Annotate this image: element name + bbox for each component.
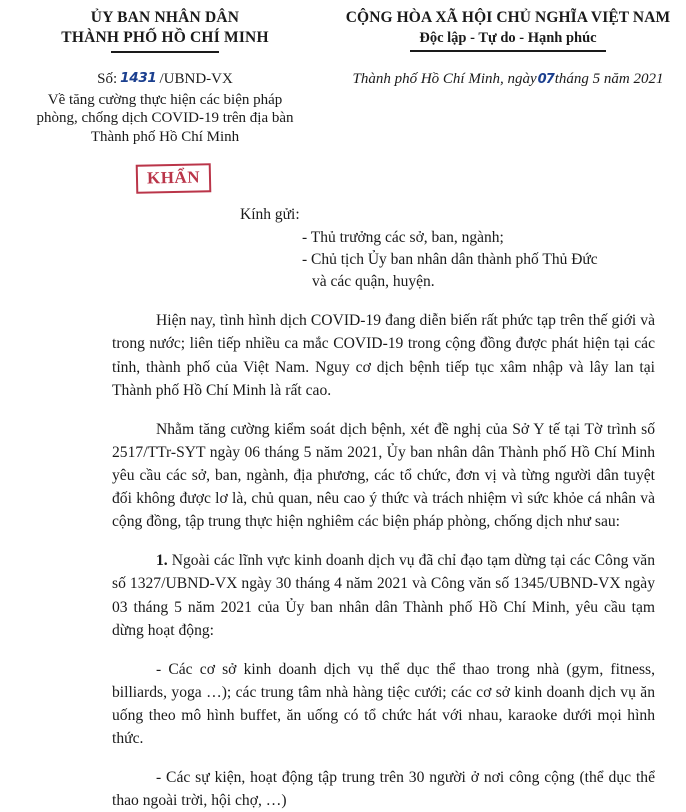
- subject-line-2: phòng, chống dịch COVID-19 trên địa bàn: [36, 110, 294, 127]
- document-number-block: [0, 70, 330, 147]
- issuing-authority-line2: THÀNH PHỐ HỒ CHÍ MINH: [61, 29, 269, 46]
- place-date-suffix: tháng 5 năm 2021: [554, 70, 664, 87]
- section-1-bullet-2: - Các sự kiện, hoạt động tập trung trên 30 người ở nơi công cộng (thể dục thể thao ngoài trời, hội chợ, …): [112, 768, 655, 810]
- list-item: - Chủ tịch Ủy ban nhân dân thành phố Thủ Đức: [302, 251, 598, 269]
- stamp-row: [0, 160, 686, 206]
- subject-line-1: Về tăng cường thực hiện các biện pháp: [47, 91, 283, 108]
- national-heading-block: [330, 8, 686, 53]
- section-1-paragraph: [112, 549, 655, 642]
- section-1-text: Ngoài các lĩnh vực kinh doanh dịch vụ đã chỉ đạo tạm dừng tại các Công văn số 1327/UBND-VX ngày 30 tháng 4 năm 2021 và Công văn số 1345/UBND-VX ngày 03 tháng 5 năm 2021 của Ủy ban nhân dân Thành phố Hồ Chí Minh, yêu cầu tạm dừng hoạt động:: [112, 552, 655, 639]
- place-date-line: [330, 71, 686, 88]
- place-date-prefix: Thành phố Hồ Chí Minh, ngày: [352, 70, 537, 87]
- recipients-salutation: Kính gửi:: [240, 206, 300, 224]
- document-number-suffix: /UBND-VX: [159, 70, 233, 87]
- section-1-number: 1.: [156, 552, 168, 570]
- document-number-label: Số:: [97, 70, 118, 87]
- date-day-handwritten: 07: [537, 71, 554, 87]
- national-title: CỘNG HÒA XÃ HỘI CHỦ NGHĨA VIỆT NAM: [345, 9, 671, 26]
- recipients-block: [0, 204, 686, 293]
- list-item: - Thủ trưởng các sở, ban, ngành;: [302, 229, 504, 247]
- urgent-stamp: KHẨN: [136, 163, 212, 194]
- issuing-authority-block: [0, 8, 330, 53]
- document-number-line: [0, 70, 330, 89]
- recipients-list: [240, 227, 686, 293]
- issuing-authority-line1: ỦY BAN NHÂN DÂN: [90, 9, 240, 26]
- authority-underline: [111, 51, 219, 53]
- body-paragraph-2: Nhằm tăng cường kiểm soát dịch bệnh, xét đề nghị của Sở Y tế tại Tờ trình số 2517/TTr-SYT ngày 06 tháng 5 năm 2021, Ủy ban nhân dân Thành phố Hồ Chí Minh yêu cầu các sở, ban, ngành, địa phương, các tổ chức, đơn vị và từng người dân tuyệt đối không được lơ là, chủ quan, nêu cao ý thức và trách nhiệm vì sức khỏe cá nhân và cộng đồng, tập trung thực hiện nghiêm các biện pháp phòng, chống dịch như sau:: [112, 420, 655, 531]
- national-motto: Độc lập - Tự do - Hạnh phúc: [419, 30, 597, 46]
- document-meta-row: [0, 70, 686, 147]
- subject-line-3: Thành phố Hồ Chí Minh: [90, 128, 240, 145]
- motto-underline: [410, 50, 606, 52]
- section-1-bullet-1: - Các cơ sở kinh doanh dịch vụ thể dục thể thao trong nhà (gym, fitness, billiards, yoga …); các trung tâm nhà hàng tiệc cưới; các cơ sở kinh doanh dịch vụ ăn uống theo mô hình buffet, ăn uống có tổ chức hát với nhau, karaoke dưới mọi hình thức.: [112, 660, 655, 748]
- document-number-handwritten: 1431: [120, 70, 157, 87]
- document-subject: [0, 91, 330, 147]
- place-date-block: [330, 70, 686, 147]
- document-header: [0, 0, 686, 53]
- body-paragraph-1: Hiện nay, tình hình dịch COVID-19 đang diễn biến rất phức tạp trên thế giới và trong nước; liên tiếp nhiều ca mắc COVID-19 trong cộng đồng được phát hiện tại các tỉnh, thành phố của Việt Nam. Nguy cơ dịch bệnh tiếp tục xâm nhập và lây lan tại Thành phố Hồ Chí Minh là rất cao.: [112, 312, 655, 399]
- document-body: [0, 309, 686, 812]
- recipients-continuation: và các quận, huyện.: [312, 273, 435, 291]
